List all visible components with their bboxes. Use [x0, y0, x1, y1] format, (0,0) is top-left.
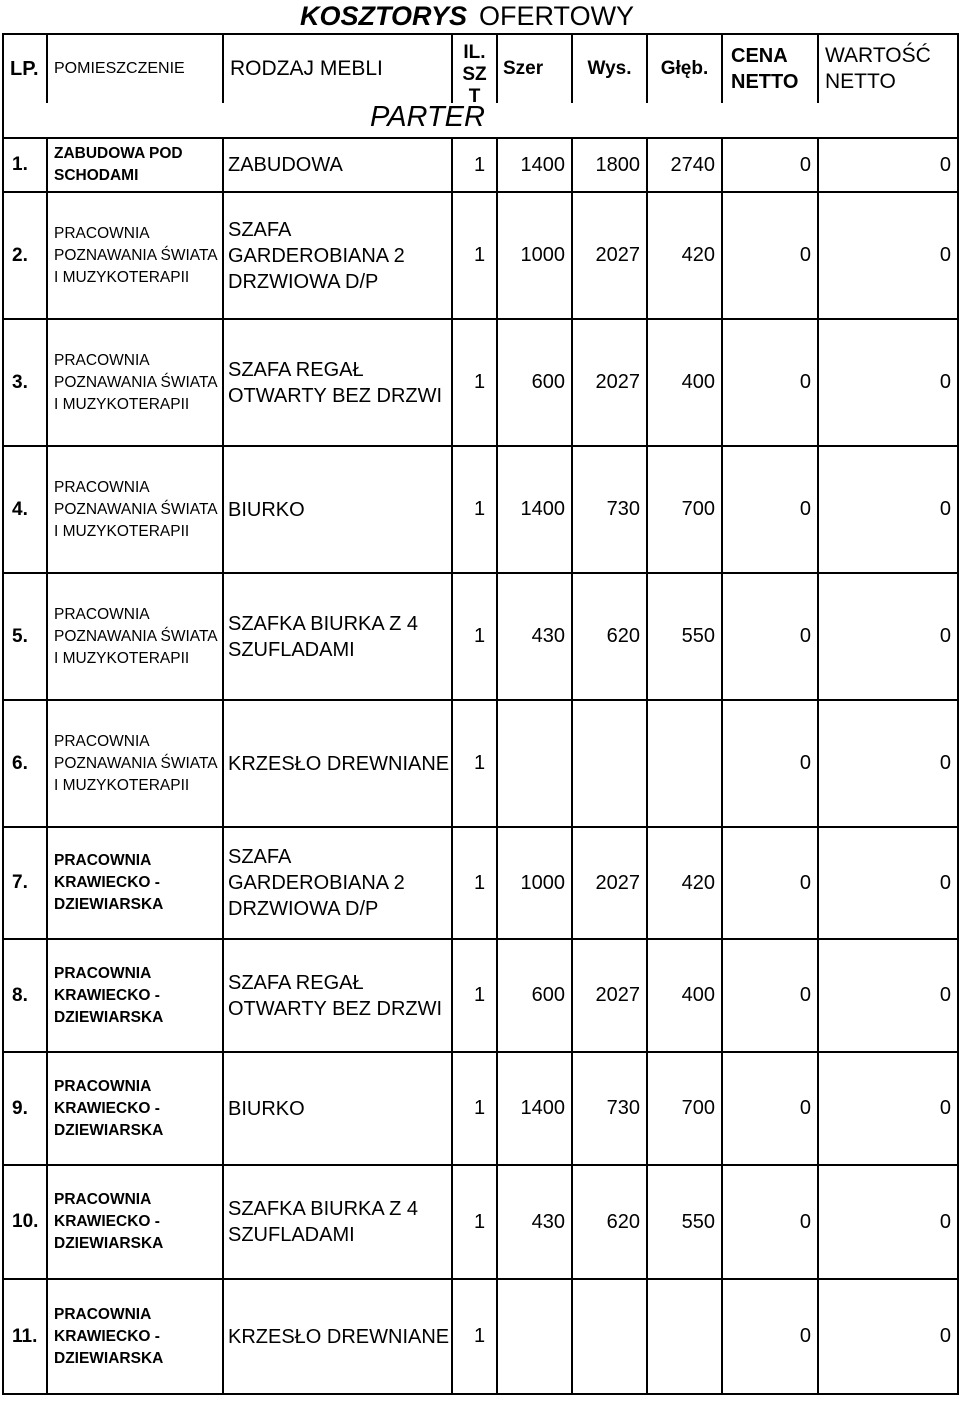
- net-value: 0: [818, 700, 958, 827]
- room-name: PRACOWNIA POZNAWANIA ŚWIATA I MUZYKOTERAPII: [47, 700, 223, 827]
- width: 1400: [497, 446, 572, 573]
- width: [497, 700, 572, 827]
- table-row: [3, 192, 958, 319]
- header-room: POMIESZCZENIE: [47, 34, 223, 103]
- depth: 700: [647, 1052, 722, 1165]
- depth: 400: [647, 319, 722, 446]
- furniture-type: ZABUDOWA: [223, 138, 452, 192]
- room-name: PRACOWNIA KRAWIECKO - DZIEWIARSKA: [47, 827, 223, 939]
- width: 1000: [497, 192, 572, 319]
- header-lp: LP.: [3, 34, 47, 103]
- row-number: 3.: [3, 319, 47, 446]
- net-price: 0: [722, 446, 818, 573]
- header-depth: Głęb.: [647, 34, 722, 103]
- quantity: 1: [452, 192, 497, 319]
- net-value: 0: [818, 939, 958, 1052]
- net-value: 0: [818, 1052, 958, 1165]
- row-number: 4.: [3, 446, 47, 573]
- depth: 550: [647, 573, 722, 700]
- net-value: 0: [818, 1165, 958, 1279]
- section-cell: [3, 103, 958, 138]
- width: 1400: [497, 1052, 572, 1165]
- header-net-price-line1: CENA: [731, 45, 788, 67]
- depth: 400: [647, 939, 722, 1052]
- width: [497, 1279, 572, 1394]
- table-row: [3, 939, 958, 1052]
- furniture-type: KRZESŁO DREWNIANE: [223, 700, 452, 827]
- net-value: 0: [818, 827, 958, 939]
- row-number: 1.: [3, 138, 47, 192]
- header-net-price: [722, 34, 818, 103]
- room-name: PRACOWNIA POZNAWANIA ŚWIATA I MUZYKOTERAPII: [47, 192, 223, 319]
- width: 430: [497, 1165, 572, 1279]
- quantity: 1: [452, 827, 497, 939]
- net-value: 0: [818, 573, 958, 700]
- net-price: 0: [722, 1165, 818, 1279]
- header-net-value: [818, 34, 958, 103]
- header-furniture-type: RODZAJ MEBLI: [223, 34, 452, 103]
- header-quantity-line3: T: [468, 86, 481, 107]
- net-price: 0: [722, 1279, 818, 1394]
- quantity: 1: [452, 446, 497, 573]
- height: 620: [572, 573, 647, 700]
- net-price: 0: [722, 1052, 818, 1165]
- quantity: 1: [452, 700, 497, 827]
- row-number: 9.: [3, 1052, 47, 1165]
- depth: 550: [647, 1165, 722, 1279]
- net-price: 0: [722, 939, 818, 1052]
- room-name: PRACOWNIA POZNAWANIA ŚWIATA I MUZYKOTERAPII: [47, 446, 223, 573]
- room-name: PRACOWNIA POZNAWANIA ŚWIATA I MUZYKOTERAPII: [47, 319, 223, 446]
- height: 730: [572, 446, 647, 573]
- quantity: 1: [452, 1052, 497, 1165]
- row-number: 6.: [3, 700, 47, 827]
- section-row: [3, 103, 958, 138]
- depth: 420: [647, 827, 722, 939]
- net-value: 0: [818, 319, 958, 446]
- room-name: ZABUDOWA POD SCHODAMI: [47, 138, 223, 192]
- row-number: 10.: [3, 1165, 47, 1279]
- title-part2: OFERTOWY: [479, 1, 635, 31]
- furniture-type: SZAFA GARDEROBIANA 2 DRZWIOWA D/P: [223, 827, 452, 939]
- net-price: 0: [722, 138, 818, 192]
- table-row: [3, 446, 958, 573]
- net-price: 0: [722, 827, 818, 939]
- height: 2027: [572, 319, 647, 446]
- net-value: 0: [818, 192, 958, 319]
- room-name: PRACOWNIA KRAWIECKO - DZIEWIARSKA: [47, 1279, 223, 1394]
- header-net-price-line2: NETTO: [731, 71, 799, 93]
- table-row: [3, 1279, 958, 1394]
- height: [572, 1279, 647, 1394]
- room-name: PRACOWNIA KRAWIECKO - DZIEWIARSKA: [47, 1052, 223, 1165]
- height: 2027: [572, 827, 647, 939]
- furniture-type: SZAFKA BIURKA Z 4 SZUFLADAMI: [223, 1165, 452, 1279]
- height: 2027: [572, 939, 647, 1052]
- depth: [647, 1279, 722, 1394]
- quantity: 1: [452, 1279, 497, 1394]
- cost-estimate-table: [2, 33, 959, 1395]
- row-number: 8.: [3, 939, 47, 1052]
- room-name: PRACOWNIA KRAWIECKO - DZIEWIARSKA: [47, 939, 223, 1052]
- row-number: 7.: [3, 827, 47, 939]
- section-title: PARTER: [370, 101, 485, 133]
- header-row: [3, 34, 958, 103]
- row-number: 2.: [3, 192, 47, 319]
- table-row: [3, 1052, 958, 1165]
- furniture-type: SZAFA GARDEROBIANA 2 DRZWIOWA D/P: [223, 192, 452, 319]
- furniture-type: BIURKO: [223, 446, 452, 573]
- depth: 700: [647, 446, 722, 573]
- furniture-type: SZAFA REGAŁ OTWARTY BEZ DRZWI: [223, 319, 452, 446]
- header-net-value-line2: NETTO: [825, 70, 896, 93]
- quantity: 1: [452, 1165, 497, 1279]
- furniture-type: SZAFA REGAŁ OTWARTY BEZ DRZWI: [223, 939, 452, 1052]
- table-row: [3, 700, 958, 827]
- width: 1400: [497, 138, 572, 192]
- height: 1800: [572, 138, 647, 192]
- quantity: 1: [452, 138, 497, 192]
- depth: 2740: [647, 138, 722, 192]
- depth: 420: [647, 192, 722, 319]
- quantity: 1: [452, 319, 497, 446]
- table-row: [3, 319, 958, 446]
- header-quantity: [452, 34, 497, 107]
- table-row: [3, 1165, 958, 1279]
- width: 600: [497, 319, 572, 446]
- room-name: PRACOWNIA POZNAWANIA ŚWIATA I MUZYKOTERAPII: [47, 573, 223, 700]
- table-row: [3, 573, 958, 700]
- height: 730: [572, 1052, 647, 1165]
- table-body: [3, 34, 958, 1394]
- header-quantity-line1: IL.: [463, 42, 486, 63]
- furniture-type: SZAFKA BIURKA Z 4 SZUFLADAMI: [223, 573, 452, 700]
- header-quantity-line2: SZ: [462, 64, 487, 85]
- height: 620: [572, 1165, 647, 1279]
- net-value: 0: [818, 446, 958, 573]
- furniture-type: KRZESŁO DREWNIANE: [223, 1279, 452, 1394]
- quantity: 1: [452, 939, 497, 1052]
- net-value: 0: [818, 138, 958, 192]
- width: 1000: [497, 827, 572, 939]
- net-price: 0: [722, 192, 818, 319]
- header-height: Wys.: [572, 34, 647, 103]
- width: 600: [497, 939, 572, 1052]
- header-net-value-line1: WARTOŚĆ: [825, 44, 931, 67]
- title-part1: KOSZTORYS: [300, 1, 468, 31]
- header-width: Szer: [497, 34, 572, 103]
- net-price: 0: [722, 573, 818, 700]
- table-row: [3, 827, 958, 939]
- document-title: [300, 0, 634, 32]
- row-number: 5.: [3, 573, 47, 700]
- height: 2027: [572, 192, 647, 319]
- table-row: [3, 138, 958, 192]
- height: [572, 700, 647, 827]
- furniture-type: BIURKO: [223, 1052, 452, 1165]
- width: 430: [497, 573, 572, 700]
- depth: [647, 700, 722, 827]
- room-name: PRACOWNIA KRAWIECKO - DZIEWIARSKA: [47, 1165, 223, 1279]
- net-price: 0: [722, 319, 818, 446]
- row-number: 11.: [3, 1279, 47, 1394]
- net-price: 0: [722, 700, 818, 827]
- quantity: 1: [452, 573, 497, 700]
- net-value: 0: [818, 1279, 958, 1394]
